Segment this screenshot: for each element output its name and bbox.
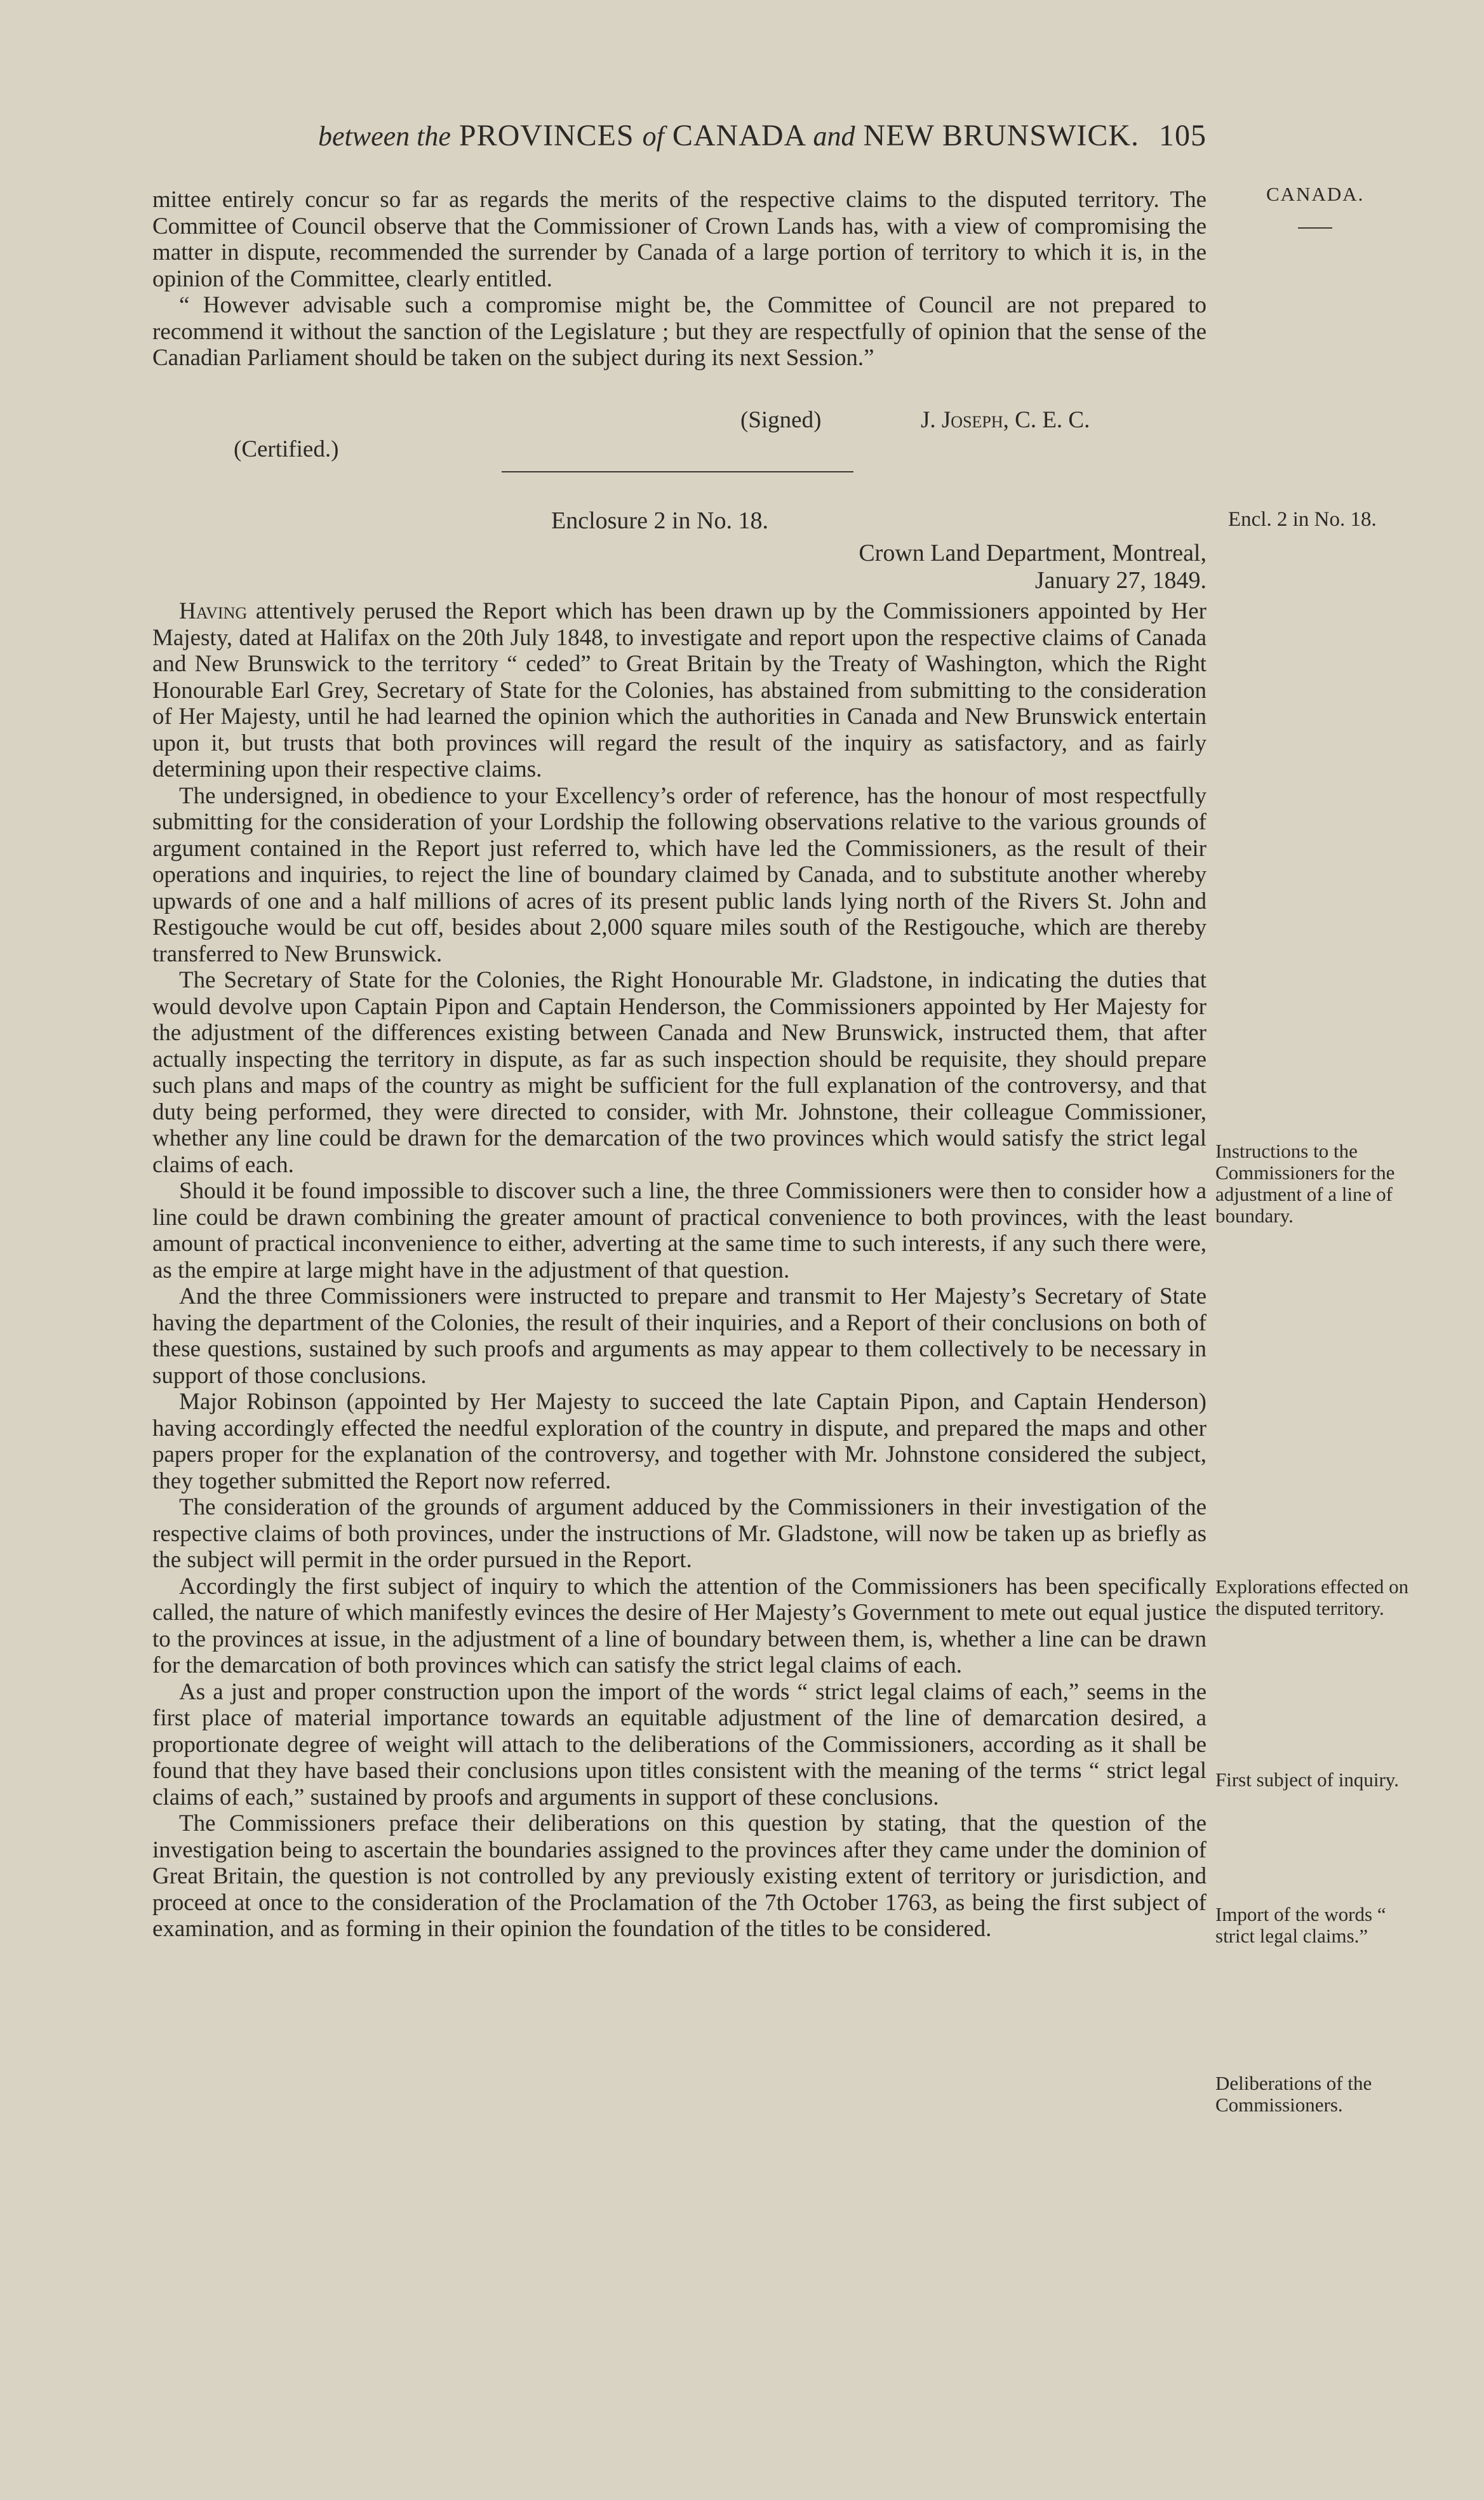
side-note-explorations: Explorations effected on the disputed territory. <box>1215 1575 1409 1619</box>
body-paragraph-1-lead: Having <box>179 598 248 624</box>
running-head-and: and <box>813 121 855 152</box>
body-paragraph-9: As a just and proper construction upon the import of the words “ strict legal claims of each,” seems in the first place of material importance towards an equitable adjustment of the line of demarcation desired, a proportionate degree of weight will attach to the deliberations of the Commissioners, according as it shall be found that they have based their conclusions upon titles consistent with the meaning of the terms “ strict legal claims of each,” sustained by proofs and arguments in support of these conclusions. <box>152 1678 1207 1810</box>
running-head-provinces: PROVINCES <box>458 119 634 152</box>
body-paragraph-10: The Commissioners preface their deliberations on this question by stating, that the question of the investigation being to ascertain the boundaries assigned to the provinces after they came under the dominion of Great Britain, the question is not controlled by any previously existing extent of territory or jurisdiction, and proceed at once to the consideration of the Proclamation of the 7th October 1763, as being the first subject of examination, and as forming in their opinion the foundation of the titles to be considered. <box>152 1810 1207 1942</box>
enclosure-margin-label: Encl. 2 in No. 18. <box>1228 508 1377 531</box>
section-divider <box>502 471 853 472</box>
body-paragraph-2: The undersigned, in obedience to your Excellency’s order of reference, has the honour of most respectfully submitting for the consideration of your Lordship the following observations relative to the various grounds of argument contained in the Report just referred to, which have led the Commissioners, as the result of their operations and inquiries, to reject the line of boundary claimed by Canada, and to substitute another whereby upwards of one and a half millions of acres of its present public lands lying north of the Rivers St. John and Restigouche would be cut off, besides about 2,000 square miles south of the Restigouche, which are thereby transferred to New Brunswick. <box>152 782 1207 967</box>
body-paragraph-1 <box>152 598 1207 783</box>
running-head-canada: CANADA <box>672 119 805 152</box>
dateline-date: January 27, 1849. <box>1034 567 1207 594</box>
dateline-place: Crown Land Department, Montreal, <box>859 540 1207 566</box>
running-head-between: between the <box>318 121 451 152</box>
body-paragraph-5: And the three Commissioners were instructed to prepare and transmit to Her Majesty’s Secretary of State having the department of the Colonies, the result of their inquiries, and a Report of their conclusions on both of these questions, sustained by such proofs and arguments as may appear to them collectively to be necessary in support of those conclusions. <box>152 1283 1207 1389</box>
side-note-instructions: Instructions to the Commissioners for the adjustment of a line of boundary. <box>1215 1140 1395 1227</box>
enclosure-body <box>152 598 1207 1942</box>
signatory-name: J. Joseph, C. E. C. <box>921 407 1090 433</box>
certified-label: (Certified.) <box>234 436 339 462</box>
side-note-import-of-words: Import of the words “ strict legal claims.” <box>1215 1903 1386 1947</box>
dateline <box>796 540 1207 594</box>
opening-text <box>152 187 1207 371</box>
side-note-deliberations: Deliberations of the Commissioners. <box>1215 2072 1372 2116</box>
side-note-first-subject: First subject of inquiry. <box>1215 1768 1400 1791</box>
opening-paragraph-1: mittee entirely concur so far as regards the merits of the respective claims to the disputed territory. The Committee of Council observe that the Commissioner of Crown Lands has, with a view of compromising the matter in dispute, recommended the surrender by Canada of a large portion of territory to which it is, in the opinion of the Committee, clearly entitled. <box>152 187 1207 292</box>
body-paragraph-8: Accordingly the first subject of inquiry to which the attention of the Commissioners has been specifically called, the nature of which manifestly evinces the desire of Her Majesty’s Government to mete out equal justice to the provinces at issue, in the adjustment of a line of boundary between them, is, whether a line can be drawn for the demarcation of both provinces which can satisfy the strict legal claims of each. <box>152 1573 1207 1678</box>
running-head <box>152 118 1207 153</box>
running-head-of: of <box>642 121 664 152</box>
margin-heading-canada: CANADA. <box>1266 183 1365 205</box>
running-head-new-brunswick: NEW BRUNSWICK. <box>863 119 1139 152</box>
body-paragraph-6: Major Robinson (appointed by Her Majesty to succeed the late Captain Pipon, and Captain Henderson) having accordingly effected the needful exploration of the country in dispute, and prepared the maps and other papers proper for the explanation of the controversy, and together with Mr. Johnstone considered the subject, they together submitted the Report now referred. <box>152 1389 1207 1494</box>
margin-heading-rule <box>1298 227 1332 229</box>
body-paragraph-4: Should it be found impossible to discover such a line, the three Commissioners were then to consider how a line could be drawn combining the greater amount of practical convenience to both provinces, with the least amount of practical inconvenience to either, adverting at the same time to such interests, if any such there were, as the empire at large might have in the adjustment of that question. <box>152 1178 1207 1283</box>
page-number: 105 <box>1159 119 1207 152</box>
body-paragraph-7: The consideration of the grounds of argument adduced by the Commissioners in their investigation of the respective claims of both provinces, under the instructions of Mr. Gladstone, will now be taken up as briefly as the subject will permit in the order pursued in the Report. <box>152 1494 1207 1573</box>
signed-label: (Signed) <box>740 407 822 433</box>
body-paragraph-1-text: attentively perused the Report which has been drawn up by the Commissioners appointed by Her Majesty, dated at Halifax on the 20th July 1848, to investigate and report upon the respective claims of Canada and New Brunswick to the territory “ ceded” to Great Britain by the Treaty of Washington, which the Right Honourable Earl Grey, Secretary of State for the Colonies, has abstained from submitting to the consideration of Her Majesty, until he had learned the opinion which the authorities in Canada and New Brunswick entertain upon it, but trusts that both provinces will regard the result of the inquiry as satisfactory, and as fairly determining upon their respective claims. <box>152 598 1207 782</box>
opening-paragraph-2: “ However advisable such a compromise might be, the Committee of Council are not prepared to recommend it without the sanction of the Legislature ; but they are respectfully of opinion that the sense of the Canadian Parliament should be taken on the subject during its next Session.” <box>152 292 1207 371</box>
body-paragraph-3: The Secretary of State for the Colonies, the Right Honourable Mr. Gladstone, in indicating the duties that would devolve upon Captain Pipon and Captain Henderson, the Commissioners appointed by Her Majesty for the adjustment of the differences existing between Canada and New Brunswick, instructed them, that after actually inspecting the territory in dispute, as far as such inspection should be requisite, they should prepare such plans and maps of the country as might be sufficient for the full explanation of the controversy, and that duty being performed, they were directed to consider, with Mr. Johnstone, their colleague Commissioner, whether any line could be drawn for the demarcation of the two provinces which would satisfy the strict legal claims of each. <box>152 967 1207 1178</box>
enclosure-title: Enclosure 2 in No. 18. <box>551 507 768 534</box>
